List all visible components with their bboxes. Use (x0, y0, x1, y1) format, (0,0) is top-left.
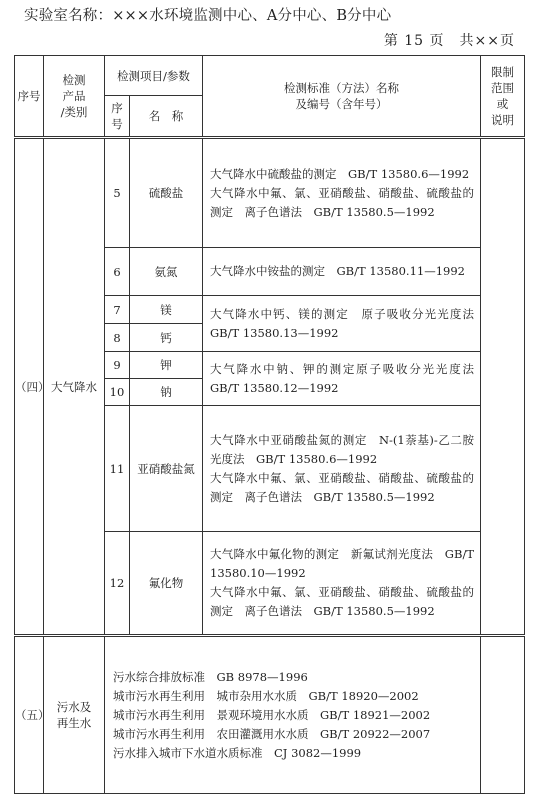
item-name: 硫酸盐 (130, 138, 203, 248)
page-number: 第 15 页 共××页 (383, 33, 515, 49)
header-limit: 限制 范围 或 说明 (481, 56, 525, 138)
item-name: 钙 (130, 324, 203, 352)
item-no: 10 (105, 379, 130, 406)
standard-cell: 污水综合排放标准 GB 8978—1996 城市污水再生利用 城市杂用水水质 GB/T 18920—2002 城市污水再生利用 景观环境用水水质 GB/T 18921—2002 城市污水再生利用 农田灌溉用水水质 GB/T 20922—2007 污水排入城市下水道水质标准 CJ 3082—1999 (105, 636, 481, 794)
item-no: 7 (105, 296, 130, 324)
item-name: 亚硝酸盐氮 (130, 406, 203, 532)
item-no: 5 (105, 138, 130, 248)
item-name: 钠 (130, 379, 203, 406)
header-item-group: 检测项目/参数 (105, 56, 203, 96)
header-standard: 检测标准（方法）名称 及编号（含年号） (203, 56, 481, 138)
standard-cell: 大气降水中亚硝酸盐氮的测定 N-(1萘基)-乙二胺光度法 GB/T 13580.6—1992 大气降水中氟、氯、亚硝酸盐、硝酸盐、硫酸盐的测定 离子色谱法 GB/T 13580.5—1992 (203, 406, 481, 532)
limit-cell (481, 138, 525, 636)
limit-cell (481, 636, 525, 794)
item-no: 6 (105, 248, 130, 296)
header-item-seq: 序 号 (105, 96, 130, 138)
standard-cell: 大气降水中氟化物的测定 新氟试剂光度法 GB/T 13580.10—1992 大气降水中氟、氯、亚硝酸盐、硝酸盐、硫酸盐的测定 离子色谱法 GB/T 13580.5—1992 (203, 532, 481, 636)
standard-cell: 大气降水中硫酸盐的测定 GB/T 13580.6—1992 大气降水中氟、氯、亚硝酸盐、硝酸盐、硫酸盐的测定 离子色谱法 GB/T 13580.5—1992 (203, 138, 481, 248)
item-name: 钾 (130, 352, 203, 379)
standard-cell: 大气降水中铵盐的测定 GB/T 13580.11—1992 (203, 248, 481, 296)
header-product: 检测 产品 /类别 (44, 56, 105, 138)
standard-cell: 大气降水中钙、镁的测定 原子吸收分光光度法 GB/T 13580.13—1992 (203, 296, 481, 352)
item-name: 镁 (130, 296, 203, 324)
test-capability-table (14, 55, 525, 794)
item-no: 11 (105, 406, 130, 532)
section-category: 污水及 再生水 (44, 636, 105, 794)
section-category: 大气降水 (44, 138, 105, 636)
standard-cell: 大气降水中钠、钾的测定原子吸收分光光度法 GB/T 13580.12—1992 (203, 352, 481, 406)
item-name: 氨氮 (130, 248, 203, 296)
header-seq: 序号 (15, 56, 44, 138)
header-item-name: 名 称 (130, 96, 203, 138)
section-seq: （四） (15, 138, 44, 636)
item-no: 9 (105, 352, 130, 379)
section-seq: （五） (15, 636, 44, 794)
item-no: 12 (105, 532, 130, 636)
lab-name-title: 实验室名称：×××水环境监测中心、A分中心、B分中心 (24, 8, 392, 24)
item-name: 氟化物 (130, 532, 203, 636)
item-no: 8 (105, 324, 130, 352)
